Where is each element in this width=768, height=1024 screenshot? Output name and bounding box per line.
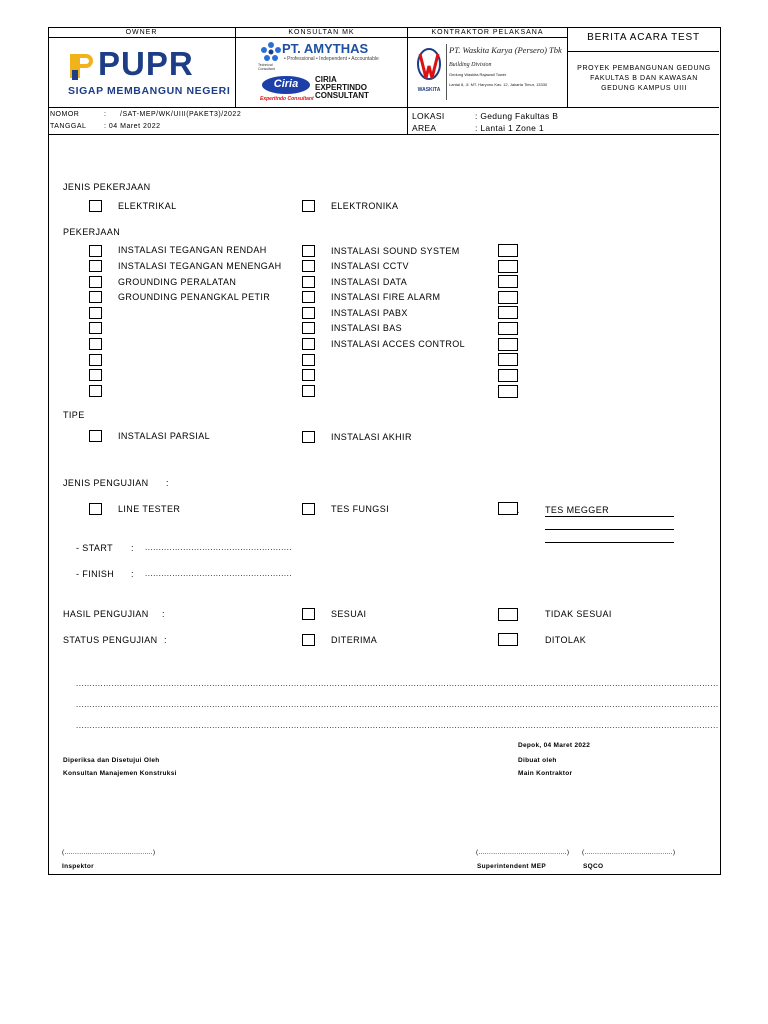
ditolak-checkbox[interactable]	[498, 633, 518, 646]
meta-divider	[407, 107, 408, 135]
elektrikal-checkbox[interactable]	[89, 200, 102, 212]
consultant-label: KONSULTAN MK	[288, 29, 355, 36]
pekerjaan-col2-label-2: INSTALASI CCTV	[331, 261, 409, 271]
header-bottom-line	[48, 107, 719, 108]
sesuai-checkbox[interactable]	[302, 608, 315, 620]
start-label: - START	[76, 543, 113, 553]
ciria-badge-subtitle: Expertindo Consultant	[260, 96, 314, 102]
instalasi-akhir-checkbox[interactable]	[302, 431, 315, 443]
tes-megger-line-3	[545, 542, 674, 543]
notes-line-3[interactable]: ............................................................................................................................................................................................................................................	[76, 721, 719, 730]
elektrikal-label: ELEKTRIKAL	[118, 201, 177, 211]
nomor-value: /SAT-MEP/WK/UIII(PAKET3)/2022	[120, 111, 242, 118]
waskita-divider	[446, 44, 447, 100]
inspektor-label: Inspektor	[62, 863, 94, 870]
elektronika-checkbox[interactable]	[302, 200, 315, 212]
tidak-sesuai-checkbox[interactable]	[498, 608, 518, 621]
header-divider-2	[407, 27, 408, 107]
pekerjaan-col2-checkbox-3[interactable]	[302, 276, 315, 288]
pekerjaan-col2-checkbox-4[interactable]	[302, 291, 315, 303]
tes-megger-line-1	[545, 516, 674, 517]
pekerjaan-col1-label-2: INSTALASI TEGANGAN MENENGAH	[118, 261, 282, 271]
ciria-badge	[262, 76, 310, 94]
pekerjaan-col1-checkbox-1[interactable]	[89, 245, 102, 257]
start-colon: :	[131, 543, 134, 553]
line-tester-label: LINE TESTER	[118, 504, 181, 514]
pupr-wordmark: PUPR	[98, 45, 194, 82]
pekerjaan-col2-checkbox-8[interactable]	[302, 354, 315, 366]
ciria-name-1: CIRIA	[315, 75, 337, 84]
waskita-tower: Gedung Waskita Rajawali Tower	[449, 72, 507, 77]
pekerjaan-col3-checkbox-1[interactable]	[498, 244, 518, 257]
hasil-pengujian-colon: :	[162, 609, 165, 619]
finish-colon: :	[131, 569, 134, 579]
pekerjaan-col3-checkbox-5[interactable]	[498, 306, 518, 319]
contractor-label: KONTRAKTOR PELAKSANA	[431, 29, 544, 36]
jenis-pengujian-title: JENIS PENGUJIAN	[63, 478, 149, 488]
pekerjaan-col1-label-4: GROUNDING PENANGKAL PETIR	[118, 292, 271, 302]
area-label: AREA	[412, 123, 437, 133]
waskita-logo-text: WASKITA	[417, 87, 441, 93]
notes-line-1[interactable]: ............................................................................................................................................................................................................................................	[76, 679, 719, 688]
made-by-org: Main Kontraktor	[518, 770, 573, 777]
place-date: Depok, 04 Maret 2022	[518, 742, 591, 749]
tidak-sesuai-label: TIDAK SESUAI	[545, 609, 612, 619]
pekerjaan-col3-checkbox-9[interactable]	[498, 369, 518, 382]
pekerjaan-col3-checkbox-7[interactable]	[498, 338, 518, 351]
pekerjaan-col2-label-5: INSTALASI PABX	[331, 308, 408, 318]
pekerjaan-col2-label-1: INSTALASI SOUND SYSTEM	[331, 246, 460, 256]
instalasi-parsial-checkbox[interactable]	[89, 430, 102, 442]
pekerjaan-col3-checkbox-2[interactable]	[498, 260, 518, 273]
pekerjaan-col1-checkbox-7[interactable]	[89, 338, 102, 350]
amythas-logo	[258, 41, 406, 75]
lokasi-value: : Gedung Fakultas B	[475, 111, 559, 121]
amythas-tagline: • Professional • Independent • Accountable	[284, 56, 379, 62]
pekerjaan-col2-checkbox-7[interactable]	[302, 338, 315, 350]
sqco-label: SQCO	[583, 863, 604, 870]
doc-title: BERITA ACARA TEST	[587, 32, 700, 43]
diterima-label: DITERIMA	[331, 635, 378, 645]
finish-label: - FINISH	[76, 569, 115, 579]
pekerjaan-col1-label-3: GROUNDING PERALATAN	[118, 277, 237, 287]
pekerjaan-col3-checkbox-8[interactable]	[498, 353, 518, 366]
pekerjaan-col2-label-3: INSTALASI DATA	[331, 277, 408, 287]
superintendent-label: Superintendent MEP	[477, 863, 546, 870]
pekerjaan-col1-checkbox-8[interactable]	[89, 354, 102, 366]
pekerjaan-col2-label-6: INSTALASI BAS	[331, 323, 403, 333]
jenis-pekerjaan-title: JENIS PEKERJAAN	[63, 182, 151, 192]
approved-by-text: Diperiksa dan Disetujui Oleh	[63, 757, 160, 764]
waskita-logo	[412, 42, 564, 104]
sesuai-label: SESUAI	[331, 609, 367, 619]
tes-megger-checkbox[interactable]	[498, 502, 518, 515]
approved-by-org: Konsultan Manajemen Konstruksi	[63, 770, 177, 777]
pekerjaan-col2-checkbox-9[interactable]	[302, 369, 315, 381]
diterima-checkbox[interactable]	[302, 634, 315, 646]
amythas-subtitle: Technical Consultant	[258, 63, 275, 71]
ditolak-label: DITOLAK	[545, 635, 587, 645]
pupr-tagline: SIGAP MEMBANGUN NEGERI	[68, 85, 231, 97]
pekerjaan-col1-checkbox-6[interactable]	[89, 322, 102, 334]
tes-megger-label: TES MEGGER	[545, 505, 610, 515]
title-row-line	[567, 51, 719, 52]
line-tester-checkbox[interactable]	[89, 503, 102, 515]
pekerjaan-col1-checkbox-10[interactable]	[89, 385, 102, 397]
instalasi-akhir-label: INSTALASI AKHIR	[331, 432, 412, 442]
superintendent-signature-blank[interactable]: (..........................................)	[476, 849, 570, 856]
tes-megger-line-2	[545, 529, 674, 530]
ciria-name-3: CONSULTANT	[315, 91, 369, 100]
tipe-title: TIPE	[63, 410, 85, 420]
pekerjaan-col1-checkbox-4[interactable]	[89, 291, 102, 303]
start-field[interactable]: ......................................................	[145, 543, 293, 552]
waskita-division: Building Division	[449, 62, 492, 68]
lokasi-label: LOKASI	[412, 111, 445, 121]
pekerjaan-col3-checkbox-3[interactable]	[498, 275, 518, 288]
pekerjaan-col2-checkbox-6[interactable]	[302, 322, 315, 334]
status-pengujian-title: STATUS PENGUJIAN	[63, 635, 158, 645]
waskita-address: Lantai 8, Jl. MT. Haryono Kav. 12, Jakarta Timur, 13330	[449, 82, 548, 87]
amythas-emblem-icon	[260, 41, 282, 63]
pekerjaan-col3-checkbox-4[interactable]	[498, 291, 518, 304]
sqco-signature-blank[interactable]: (..........................................)	[582, 849, 676, 856]
nomor-colon: :	[104, 111, 107, 118]
pekerjaan-col2-checkbox-2[interactable]	[302, 260, 315, 272]
notes-line-2[interactable]: ............................................................................................................................................................................................................................................	[76, 700, 719, 709]
made-by-text: Dibuat oleh	[518, 757, 557, 764]
project-description: PROYEK PEMBANGUNAN GEDUNG FAKULTAS B DAN KAWASAN GEDUNG KAMPUS UIII	[577, 65, 711, 92]
meta-bottom-line	[48, 134, 719, 135]
form-frame	[48, 27, 721, 875]
ciria-name-2: EXPERTINDO	[315, 83, 368, 92]
nomor-label: NOMOR	[50, 111, 80, 118]
finish-field[interactable]: ......................................................	[145, 569, 293, 578]
pekerjaan-col3-checkbox-10[interactable]	[498, 385, 518, 398]
elektronika-label: ELEKTRONIKA	[331, 201, 399, 211]
tes-fungsi-label: TES FUNGSI	[331, 504, 390, 514]
header-divider-1	[235, 27, 236, 107]
tes-fungsi-checkbox[interactable]	[302, 503, 315, 515]
amythas-name: PT. AMYTHAS	[282, 41, 369, 56]
pekerjaan-col3-checkbox-6[interactable]	[498, 322, 518, 335]
pekerjaan-col2-checkbox-5[interactable]	[302, 307, 315, 319]
pekerjaan-col2-label-4: INSTALASI FIRE ALARM	[331, 292, 441, 302]
pekerjaan-col1-checkbox-3[interactable]	[89, 276, 102, 288]
tes-megger-tick: `	[517, 511, 521, 520]
pekerjaan-title: PEKERJAAN	[63, 227, 121, 237]
area-value: : Lantai 1 Zone 1	[475, 123, 544, 133]
status-pengujian-colon: :	[164, 635, 167, 645]
inspektor-signature-blank[interactable]: (..........................................)	[62, 849, 156, 856]
header-label-row-line	[48, 37, 567, 38]
pekerjaan-col1-checkbox-9[interactable]	[89, 369, 102, 381]
pekerjaan-col1-checkbox-5[interactable]	[89, 307, 102, 319]
instalasi-parsial-label: INSTALASI PARSIAL	[118, 431, 210, 441]
pekerjaan-col1-label-1: INSTALASI TEGANGAN RENDAH	[118, 245, 267, 255]
pupr-emblem-icon	[68, 50, 98, 82]
jenis-pengujian-colon: :	[166, 478, 169, 488]
ciria-badge-text: Ciria	[273, 78, 299, 90]
pekerjaan-col2-checkbox-10[interactable]	[302, 385, 315, 397]
tanggal-value: : 04 Maret 2022	[104, 123, 161, 130]
ciria-logo	[260, 76, 406, 104]
waskita-emblem-icon	[414, 46, 444, 86]
owner-label: OWNER	[125, 29, 158, 36]
pekerjaan-col1-checkbox-2[interactable]	[89, 260, 102, 272]
hasil-pengujian-title: HASIL PENGUJIAN	[63, 609, 149, 619]
pupr-logo	[66, 45, 231, 104]
pekerjaan-col2-label-7: INSTALASI ACCES CONTROL	[331, 339, 466, 349]
pekerjaan-col2-checkbox-1[interactable]	[302, 245, 315, 257]
waskita-company: PT. Waskita Karya (Persero) Tbk	[449, 45, 562, 55]
tanggal-label: TANGGAL	[50, 123, 87, 130]
